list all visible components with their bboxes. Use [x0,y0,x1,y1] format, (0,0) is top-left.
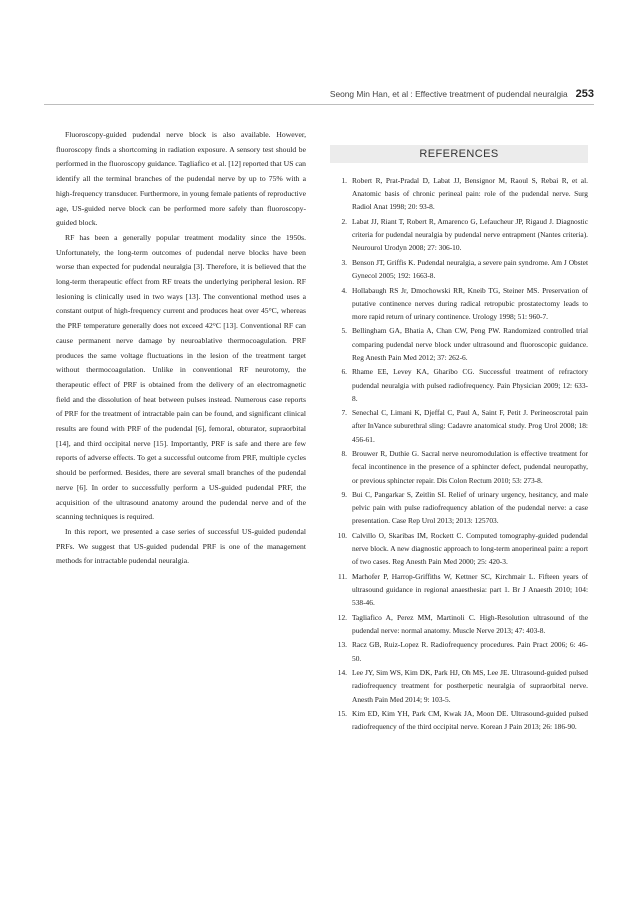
reference-text: Benson JT, Griffis K. Pudendal neuralgia, a severe pain syndrome. Am J Obstet Gynecol 2005; 192: 1663-8. [352,257,588,281]
reference-item [330,215,588,255]
reference-number: 13. [337,640,347,650]
reference-text: Calvillo O, Skaribas IM, Rockett C. Computed tomography-guided pudendal nerve block. A new diagnostic approach to long-term anoperineal pain: a report of two cases. Reg Anesth Pain Med 2000; 25: 420-3. [352,530,588,567]
reference-text: Senechal C, Limani K, Djeffal C, Paul A, Saint F, Petit J. Perineoscrotal pain after InVance suburethral sling: Cadavre anatomical study. Prog Urol 2008; 18: 456-61. [352,408,588,444]
reference-item [330,570,588,610]
reference-item [330,324,588,364]
reference-number: 1. [341,176,347,185]
reference-text: Racz GB, Ruiz-Lopez R. Radiofrequency procedures. Pain Pract 2006; 6: 46-50. [352,640,588,663]
body-paragraph: Fluoroscopy-guided pudendal nerve block is also available. However, fluoroscopy finds a shortcoming in radiation exposure. A sensory test should be performed in the fluoroscopy guidance. Tagliafico et al. [12] reported that US can identify all the terminal branches of the pudendal nerve by up to 75% with a high-frequency transducer. Furthermore, in young female patients of reproductive age, US-guided nerve block can be performed more safely than fluoroscopy-guided block. [56,130,306,228]
reference-text: Brouwer R, Duthie G. Sacral nerve neuromodulation is effective treatment for fecal incontinence in the presence of a sphincter defect, pudendal neuropathy, or previous sphincter repair. Dis Colon Rectum 2010; 53: 273-8. [352,449,588,485]
reference-text: Robert R, Prat-Pradal D, Labat JJ, Bensignor M, Raoul S, Rebai R, et al. Anatomic basis of chronic perineal pain: role of the pudendal nerve. Surg Radiol Anat 1998; 20: 93-8. [352,176,588,212]
page-number: 253 [575,88,594,100]
reference-text: Tagliafico A, Perez MM, Martinoli C. High-Resolution ultrasound of the pudendal nerve: normal anatomy. Muscle Nerve 2013; 47: 403-8. [352,612,588,635]
reference-list [330,174,588,735]
reference-item [330,611,588,637]
reference-item [330,406,588,446]
reference-item [330,529,588,569]
reference-item [330,638,588,664]
reference-item [330,365,588,405]
reference-number: 4. [341,285,347,295]
reference-item [330,666,588,706]
reference-item [330,488,588,528]
reference-number: 8. [341,449,347,459]
reference-number: 6. [341,367,347,377]
references-heading-bar [330,145,588,163]
reference-number: 10. [337,530,347,540]
reference-item [330,284,588,324]
reference-number: 2. [341,216,347,226]
reference-text: Hollabaugh RS Jr, Dmochowski RR, Kneib TG, Steiner MS. Preservation of putative continence nerves during radical retropubic prostatectomy leads to more rapid return of urinary continence. Urology 1998; 51: 960-7. [352,285,588,321]
reference-text: Lee JY, Sim WS, Kim DK, Park HJ, Oh MS, Lee JE. Ultrasound-guided pulsed radiofrequency treatment for postherpetic neuralgia of supraorbital nerve. Anesth Pain Med 2014; 9: 103-5. [352,668,588,704]
reference-text: Kim ED, Kim YH, Park CM, Kwak JA, Moon DE. Ultrasound-guided pulsed radiofrequency of the third occipital nerve. Korean J Pain 2013; 26: 186-90. [352,709,588,732]
reference-number: 12. [337,612,347,622]
reference-number: 9. [341,490,347,500]
reference-text: Rhame EE, Levey KA, Gharibo CG. Successful treatment of refractory pudendal neuralgia with pulsed radiofrequency. Pain Physician 2009; 12: 633-8. [352,367,588,403]
reference-number: 15. [337,709,347,719]
running-title: Seong Min Han, et al : Effective treatment of pudendal neuralgia [329,89,568,99]
reference-number: 7. [341,408,347,418]
body-paragraph: In this report, we presented a case series of successful US-guided pudendal PRFs. We suggest that US-guided pudendal PRF is one of the management methods for intractable pudendal neuralgia. [56,526,306,566]
reference-item [330,174,588,214]
reference-text: Bui C, Pangarkar S, Zeitlin SI. Relief of urinary urgency, hesitancy, and male pelvic pain with pulse radiofrequency ablation of the pudendal nerve: a case presentation. Case Rep Urol 2013; 2013: 125703. [352,490,588,526]
reference-item [330,707,588,733]
reference-number: 14. [337,668,347,678]
references-heading: REFERENCES [419,148,499,160]
reference-item [330,447,588,487]
reference-text: Marhofer P, Harrop-Griffiths W, Kettner SC, Kirchmair L. Fifteen years of ultrasound guidance in regional anaesthesia: part 1. Br J Anaesth 2010; 104: 538-46. [352,571,588,608]
reference-text: Labat JJ, Riant T, Robert R, Amarenco G, Lefaucheur JP, Rigaud J. Diagnostic criteria for pudendal neuralgia by pudendal nerve entrapment (Nantes criteria). Neurourol Urodyn 2008; 27: 306-10. [352,216,588,253]
body-text-column [56,128,306,569]
reference-text: Bellingham GA, Bhatia A, Chan CW, Peng PW. Randomized controlled trial comparing pudendal nerve block under ultrasound and fluoroscopic guidance. Reg Anesth Pain Med 2012; 37: 262-6. [352,326,588,362]
body-paragraph: RF has been a generally popular treatment modality since the 1950s. Unfortunately, the long-term outcomes of pudendal nerve blocks have been worse than expected for pudendal neuralgia [3]. Therefore, it is believed that the long-term therapeutic effect from RF treats the underlying peripheral lesion. RF lesioning is clinically used in two ways [13]. The conventional method uses a constant output of high-frequency current and produces heat over 45°C, whereas the PRF temperature generally does not exceed 42°C [13]. Conventional RF can cause permanent nerve damage by neuroablative thermocoagulation. PRF produces the same voltage fluctuations in the lesion of the treatment target without thermocoagulation. Unlike in conventional RF neurotomy, the therapeutic effect of PRF is obtained from the delivery of an electromagnetic field and the dissolution of heat between pulses instead. Numerous case reports of PRF for the treatment of intractable pain can be found, and significant clinical results are found with PRF of the pudendal [6], femoral, obturator, supraorbital [14], and third occipital nerve [15]. Importantly, PRF is safe and there are few reports of adverse effects. To get a successful outcome from PRF, multiple cycles should be performed. Besides, there are several small branches of the pudendal nerve [6]. In order to successfully perform a US-guided pudendal PRF, the acquisition of the ultrasound anatomy around the pudendal nerve and of the scanning techniques is required. [56,232,306,522]
reference-number: 5. [341,326,347,336]
reference-number: 3. [341,257,347,267]
running-head [330,88,594,100]
reference-number: 11. [338,571,347,581]
reference-item [330,256,588,282]
header-divider [44,104,594,105]
